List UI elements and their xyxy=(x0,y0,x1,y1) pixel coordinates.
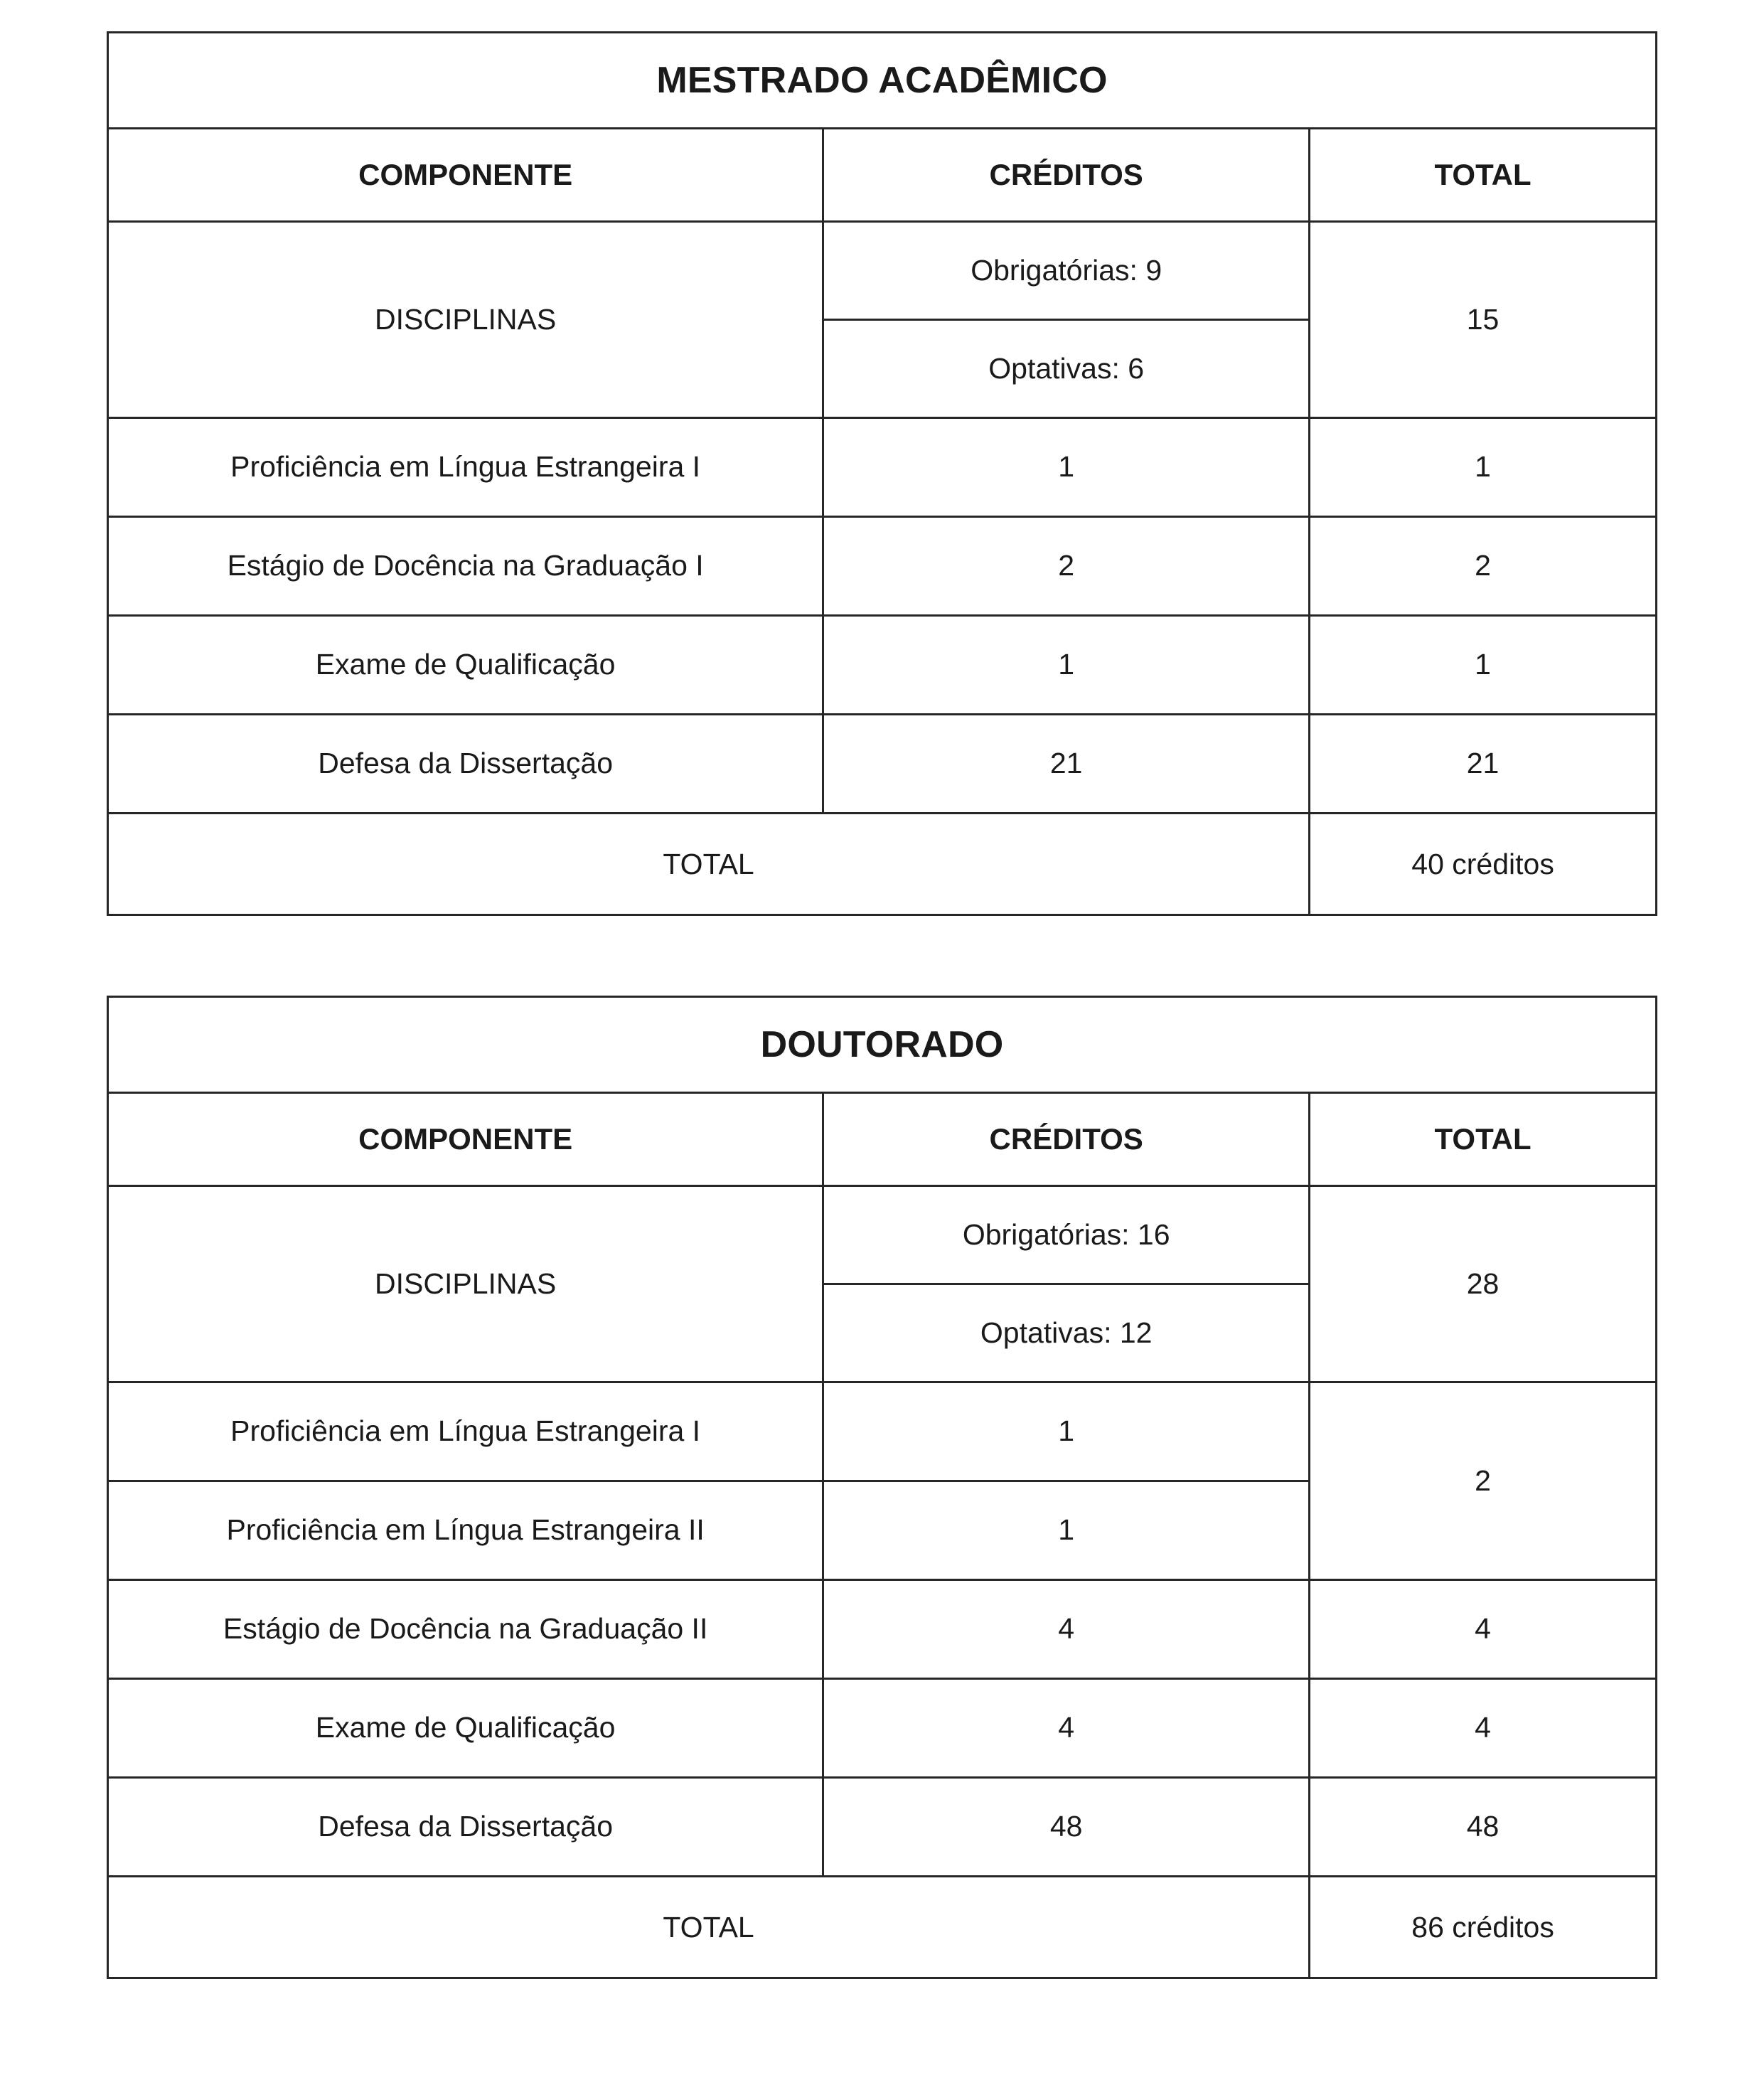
table-header-row xyxy=(108,129,1657,222)
cell-disciplinas-total: 15 xyxy=(1310,222,1657,418)
table-row xyxy=(108,616,1657,715)
cell-creditos: 1 xyxy=(823,1382,1310,1481)
cell-disciplinas-optativas: Optativas: 6 xyxy=(823,320,1310,418)
cell-componente: Estágio de Docência na Graduação I xyxy=(108,517,823,616)
header-creditos: CRÉDITOS xyxy=(823,1093,1310,1186)
table-title-row xyxy=(108,997,1657,1093)
cell-proficiencia-total: 2 xyxy=(1310,1382,1657,1580)
cell-creditos: 4 xyxy=(823,1580,1310,1679)
cell-total: 4 xyxy=(1310,1580,1657,1679)
cell-componente: Proficiência em Língua Estrangeira I xyxy=(108,1382,823,1481)
cell-disciplinas-obrigatorias: Obrigatórias: 9 xyxy=(823,222,1310,320)
table-row xyxy=(108,418,1657,517)
cell-disciplinas-obrigatorias: Obrigatórias: 16 xyxy=(823,1186,1310,1284)
table-row xyxy=(108,1580,1657,1679)
header-total: TOTAL xyxy=(1310,1093,1657,1186)
cell-creditos: 1 xyxy=(823,616,1310,715)
cell-disciplinas-label: DISCIPLINAS xyxy=(108,1186,823,1382)
credits-table-doutorado xyxy=(107,996,1657,1979)
header-componente: COMPONENTE xyxy=(108,1093,823,1186)
cell-creditos: 4 xyxy=(823,1679,1310,1778)
cell-disciplinas-optativas: Optativas: 12 xyxy=(823,1284,1310,1382)
cell-disciplinas-label: DISCIPLINAS xyxy=(108,222,823,418)
cell-componente: Estágio de Docência na Graduação II xyxy=(108,1580,823,1679)
header-componente: COMPONENTE xyxy=(108,129,823,222)
table-footer-row xyxy=(108,814,1657,915)
table-row-disciplinas-obrigatorias xyxy=(108,1186,1657,1284)
cell-total: 1 xyxy=(1310,616,1657,715)
cell-creditos: 1 xyxy=(823,418,1310,517)
footer-value: 40 créditos xyxy=(1310,814,1657,915)
cell-creditos: 2 xyxy=(823,517,1310,616)
cell-componente: Defesa da Dissertação xyxy=(108,1778,823,1877)
cell-componente: Defesa da Dissertação xyxy=(108,715,823,814)
table-title-row xyxy=(108,33,1657,129)
cell-disciplinas-total: 28 xyxy=(1310,1186,1657,1382)
cell-total: 4 xyxy=(1310,1679,1657,1778)
cell-total: 1 xyxy=(1310,418,1657,517)
cell-total: 2 xyxy=(1310,517,1657,616)
footer-label: TOTAL xyxy=(108,814,1310,915)
table-row-disciplinas-obrigatorias xyxy=(108,222,1657,320)
cell-componente: Exame de Qualificação xyxy=(108,1679,823,1778)
footer-label: TOTAL xyxy=(108,1877,1310,1978)
table-title: MESTRADO ACADÊMICO xyxy=(108,33,1657,129)
header-total: TOTAL xyxy=(1310,129,1657,222)
cell-componente: Exame de Qualificação xyxy=(108,616,823,715)
cell-creditos: 48 xyxy=(823,1778,1310,1877)
table-row xyxy=(108,517,1657,616)
table-row xyxy=(108,1778,1657,1877)
credits-table-mestrado xyxy=(107,31,1657,916)
cell-creditos: 21 xyxy=(823,715,1310,814)
footer-value: 86 créditos xyxy=(1310,1877,1657,1978)
cell-componente: Proficiência em Língua Estrangeira II xyxy=(108,1481,823,1580)
table-header-row xyxy=(108,1093,1657,1186)
cell-creditos: 1 xyxy=(823,1481,1310,1580)
table-title: DOUTORADO xyxy=(108,997,1657,1093)
table-row-proficiencia-1 xyxy=(108,1382,1657,1481)
table-footer-row xyxy=(108,1877,1657,1978)
cell-total: 21 xyxy=(1310,715,1657,814)
cell-componente: Proficiência em Língua Estrangeira I xyxy=(108,418,823,517)
table-row xyxy=(108,715,1657,814)
cell-total: 48 xyxy=(1310,1778,1657,1877)
header-creditos: CRÉDITOS xyxy=(823,129,1310,222)
table-row xyxy=(108,1679,1657,1778)
